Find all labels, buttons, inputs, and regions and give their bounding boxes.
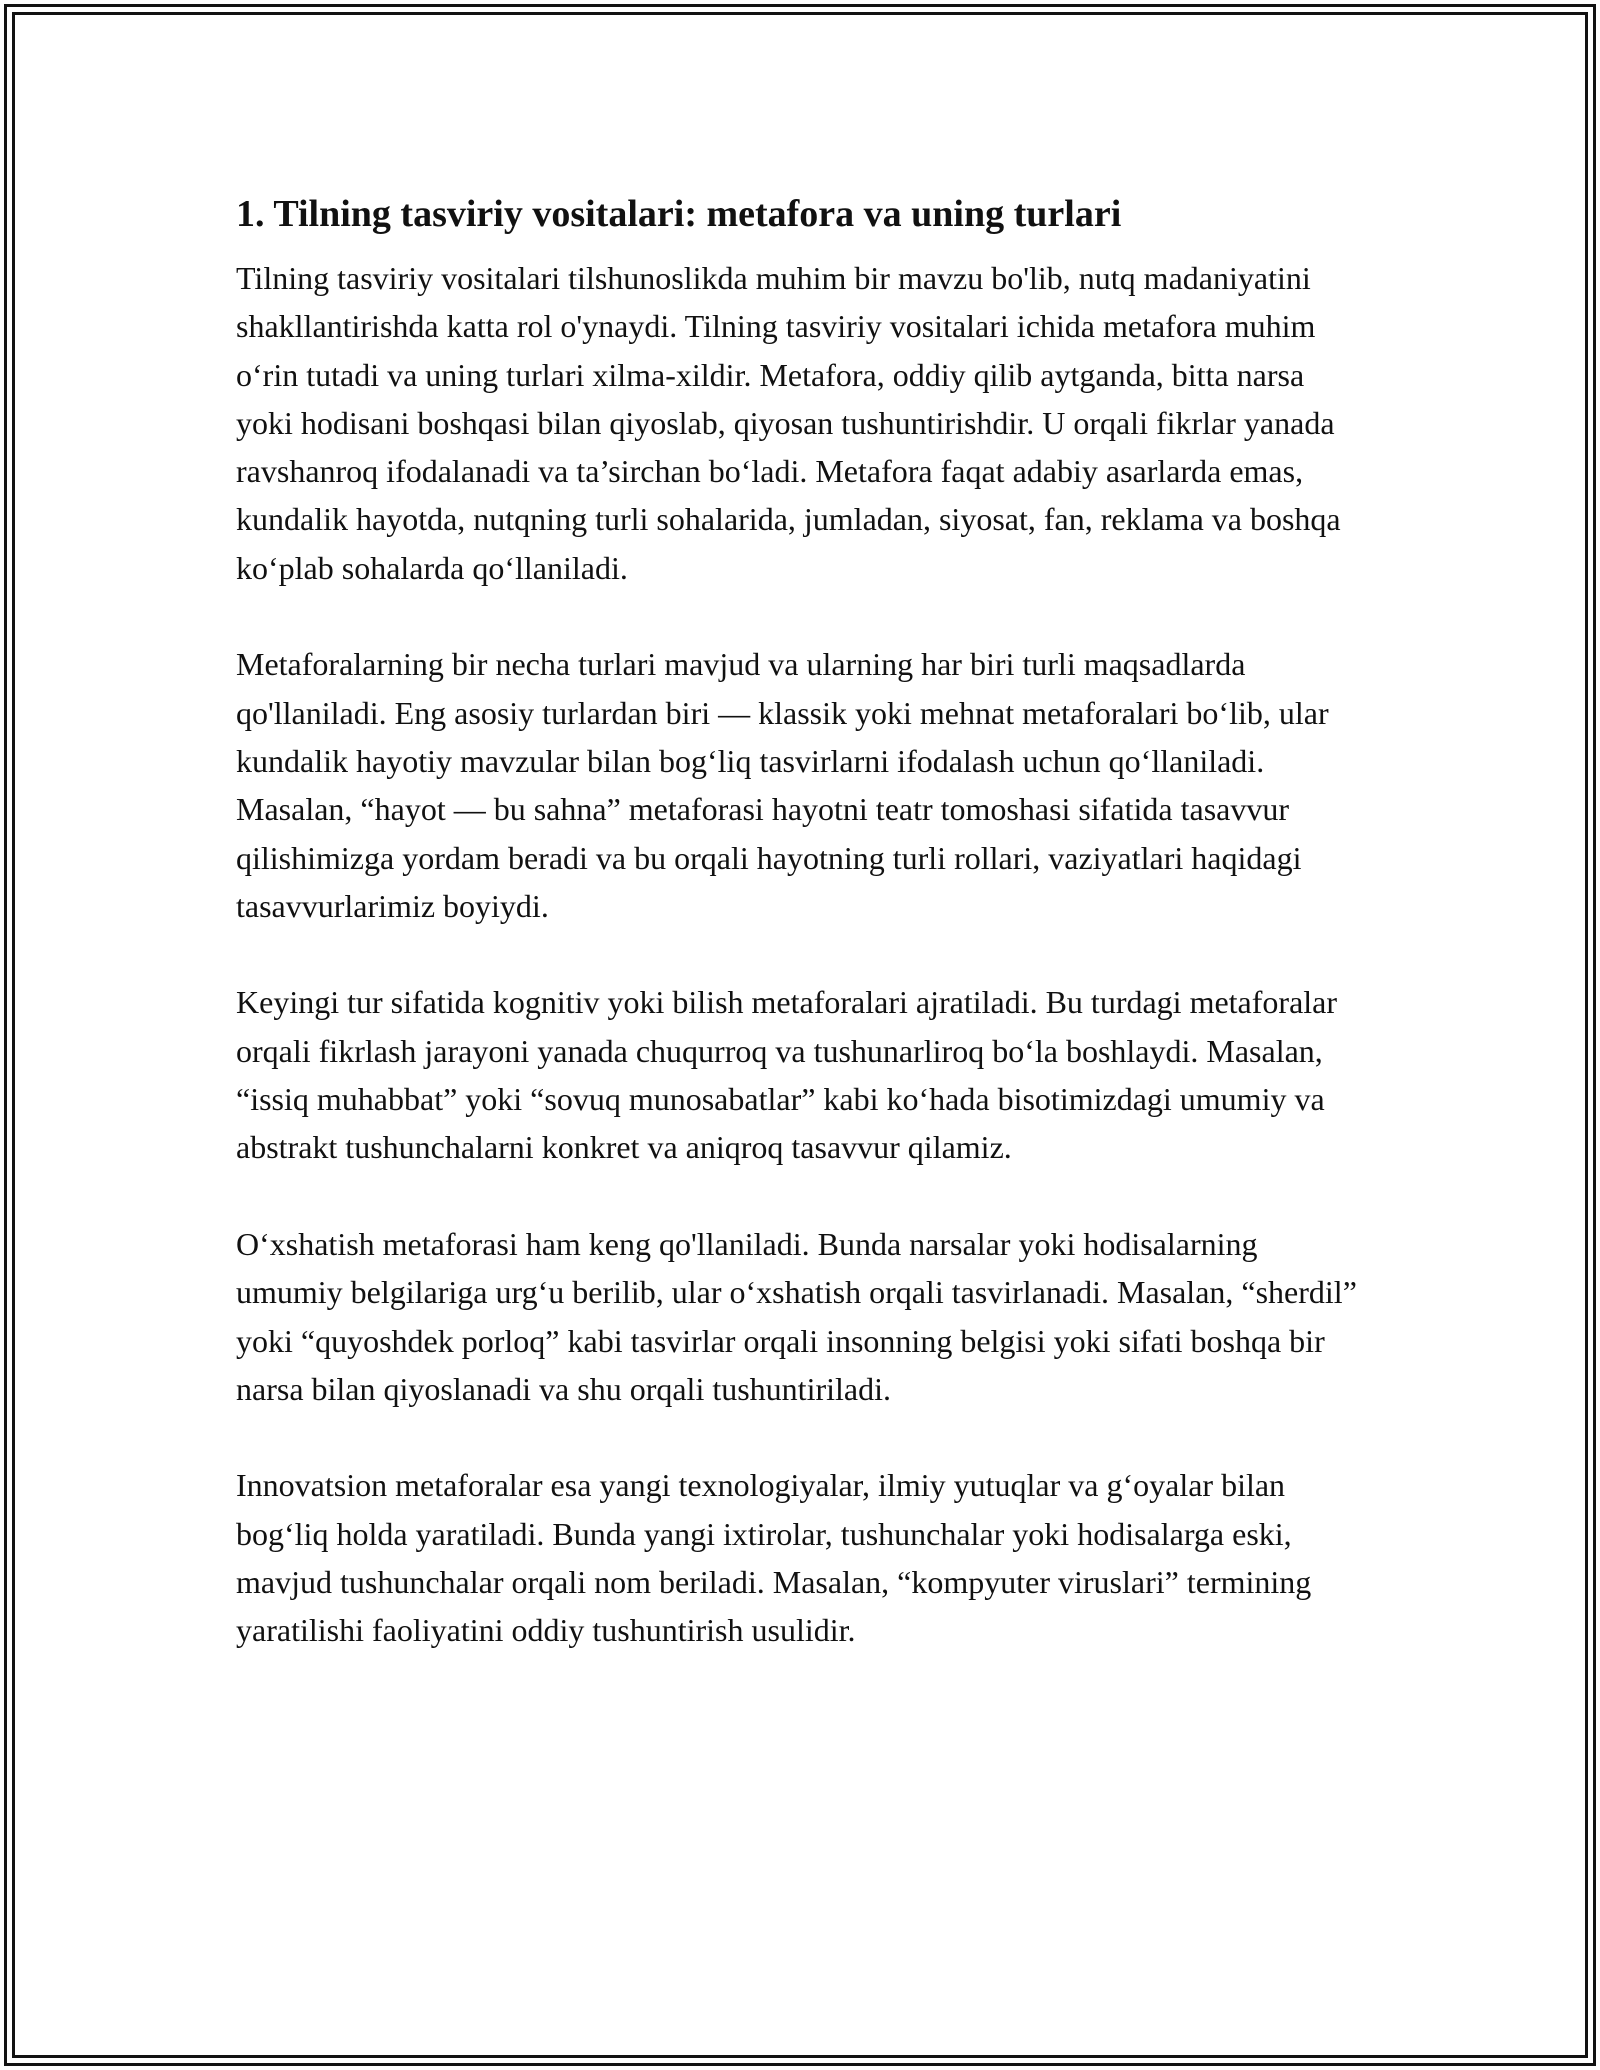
paragraph-classic-metaphors: Metaforalarning bir necha turlari mavjud va ularning har biri turli maqsadlarda qo'llaniladi. Eng asosiy turlardan biri — klassik yoki mehnat metaforalari bo‘lib, ular kundalik hayotiy mavzular bilan bog‘liq tasvirlarni ifodalash uchun qo‘llaniladi. Masalan, “hayot — bu sahna” metaforasi hayotni teatr tomoshasi sifatida tasavvur qilishimizga yordam beradi va bu orqali hayotning turli rollari, vaziyatlari haqidagi tasavvurlarimiz boyiydi.	[236, 646, 1329, 924]
paragraph-intro: Tilning tasviriy vositalari tilshunoslikda muhim bir mavzu bo'lib, nutq madaniyatini shakllantirishda katta rol o'ynaydi. Tilning tasviriy vositalari ichida metafora muhim o‘rin tutadi va uning turlari xilma-xildir. Metafora, oddiy qilib aytganda, bitta narsa yoki hodisani boshqasi bilan qiyoslab, qiyosan tushuntirishdir. U orqali fikrlar yanada ravshanroq ifodalanadi va ta’sirchan bo‘ladi. Metafora faqat adabiy asarlarda emas, kundalik hayotda, nutqning turli sohalarida, jumladan, siyosat, fan, reklama va boshqa ko‘plab sohalarda qo‘llaniladi.	[236, 260, 1341, 586]
document-body	[236, 188, 1366, 1655]
paragraph-innovative-metaphors: Innovatsion metaforalar esa yangi texnologiyalar, ilmiy yutuqlar va g‘oyalar bilan bog‘liq holda yaratiladi. Bunda yangi ixtirolar, tushunchalar yoki hodisalarga eski, mavjud tushunchalar orqali nom beriladi. Masalan, “kompyuter viruslari” termining yaratilishi faoliyatini oddiy tushuntirish usulidir.	[236, 1467, 1312, 1649]
paragraph-cognitive-metaphors: Keyingi tur sifatida kognitiv yoki bilish metaforalari ajratiladi. Bu turdagi metaforalar orqali fikrlash jarayoni yanada chuqurroq va tushunarliroq bo‘la boshlaydi. Masalan, “issiq muhabbat” yoki “sovuq munosabatlar” kabi ko‘hada bisotimizdagi umumiy va abstrakt tushunchalarni konkret va aniqroq tasavvur qilamiz.	[236, 984, 1338, 1166]
paragraph-similarity-metaphors: O‘xshatish metaforasi ham keng qo'llaniladi. Bunda narsalar yoki hodisalarning umumiy belgilariga urg‘u berilib, ular o‘xshatish orqali tasvirlanadi. Masalan, “sherdil” yoki “quyoshdek porloq” kabi tasvirlar orqali insonning belgisi yoki sifati boshqa bir narsa bilan qiyoslanadi va shu orqali tushuntiriladi.	[236, 1225, 1357, 1407]
section-heading: 1. Tilning tasviriy vositalari: metafora va uning turlari	[236, 193, 1122, 235]
